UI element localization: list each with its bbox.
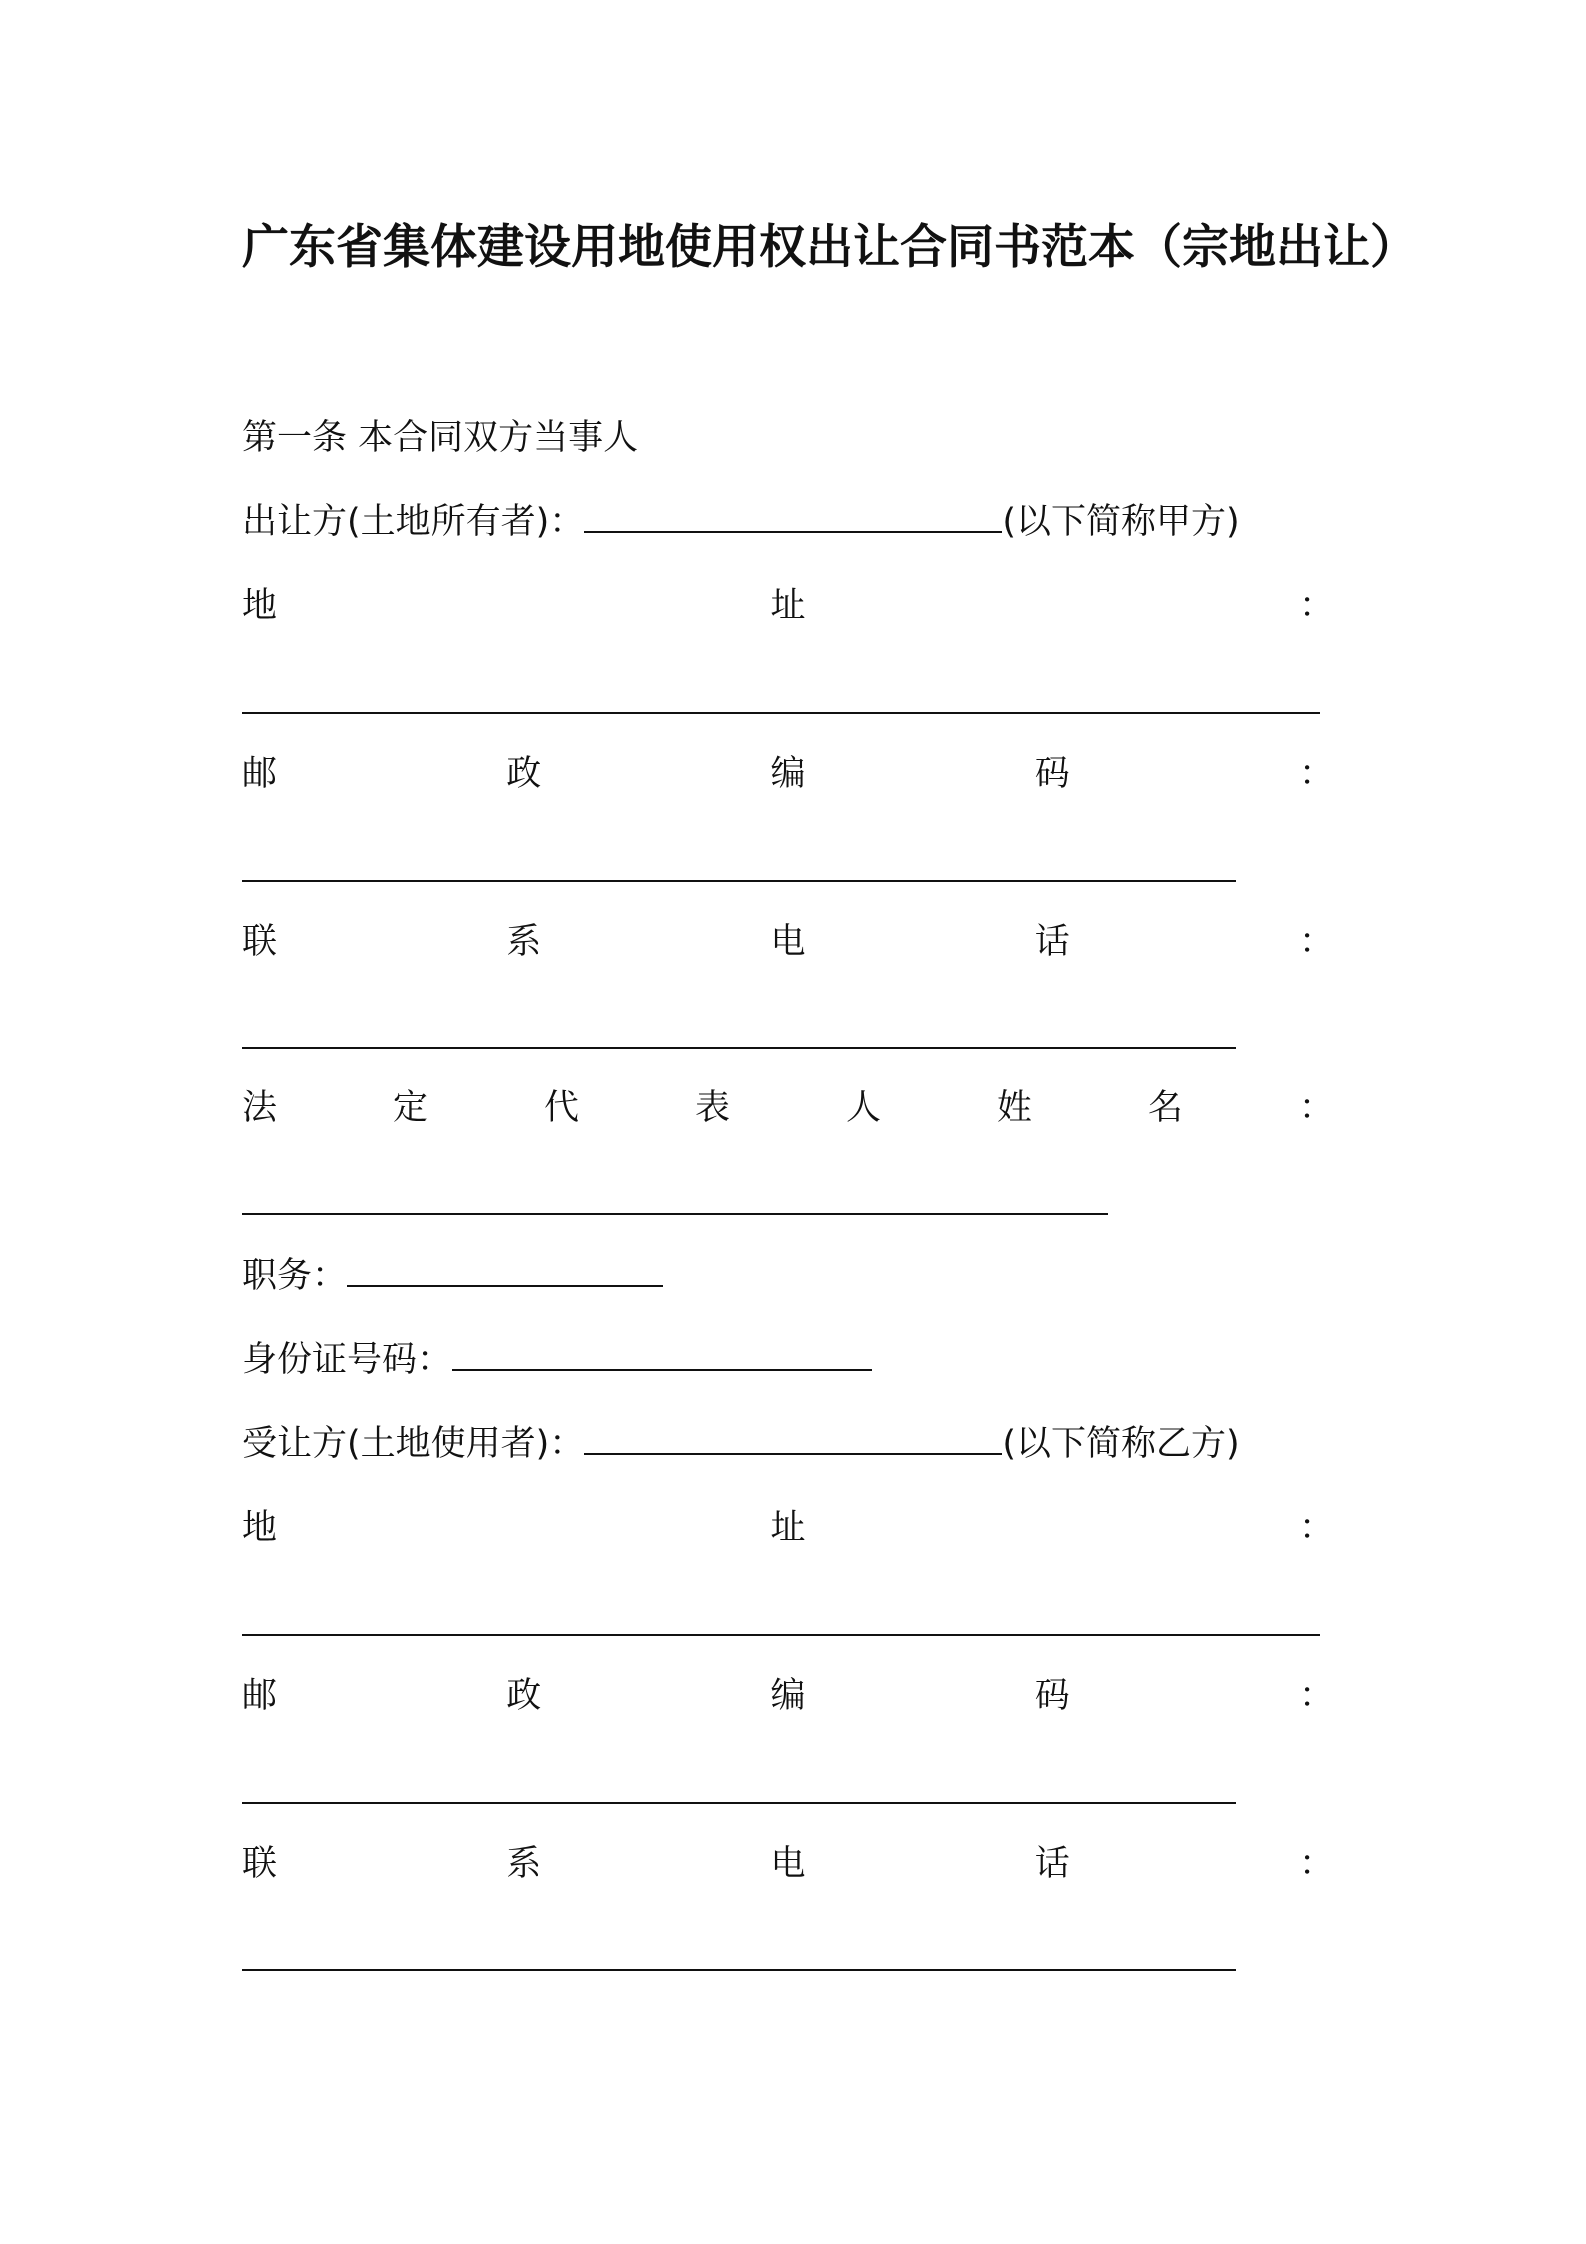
id-number-line bbox=[242, 1336, 872, 1384]
transferor-address-blank[interactable] bbox=[242, 712, 1320, 714]
legal-rep-name-label: 法 定 代 表 人 姓 名 ： bbox=[242, 1088, 1334, 1128]
transferee-postcode-label: 邮 政 编 码 ： bbox=[242, 1676, 1334, 1716]
id-number-blank[interactable] bbox=[452, 1339, 872, 1371]
transferor-address-label: 地 址 ： bbox=[242, 586, 1334, 626]
transferor-line bbox=[242, 498, 1240, 546]
transferor-name-blank[interactable] bbox=[584, 501, 1002, 533]
transferee-label: 受让方(土地使用者)： bbox=[242, 1424, 585, 1464]
transferee-postcode-blank[interactable] bbox=[242, 1802, 1236, 1804]
transferor-phone-blank[interactable] bbox=[242, 1047, 1236, 1049]
transferee-address-blank[interactable] bbox=[242, 1634, 1320, 1636]
document-title: 广东省集体建设用地使用权出让合同书范本（宗地出让） bbox=[242, 220, 1417, 275]
transferee-line bbox=[242, 1420, 1240, 1468]
position-line bbox=[242, 1252, 663, 1300]
position-blank[interactable] bbox=[347, 1255, 663, 1287]
transferor-label: 出让方(土地所有者)： bbox=[242, 502, 585, 542]
transferee-suffix: (以下简称乙方) bbox=[1002, 1424, 1240, 1464]
position-label: 职务： bbox=[242, 1256, 348, 1296]
transferor-postcode-label: 邮 政 编 码 ： bbox=[242, 754, 1334, 794]
transferee-address-label: 地 址 ： bbox=[242, 1508, 1334, 1548]
transferor-suffix: (以下简称甲方) bbox=[1002, 502, 1240, 542]
transferee-phone-blank[interactable] bbox=[242, 1969, 1236, 1971]
transferee-phone-label: 联 系 电 话 ： bbox=[242, 1844, 1334, 1884]
transferor-phone-label: 联 系 电 话 ： bbox=[242, 922, 1334, 962]
transferee-name-blank[interactable] bbox=[584, 1423, 1002, 1455]
id-number-label: 身份证号码： bbox=[242, 1340, 453, 1380]
article-heading: 第一条 本合同双方当事人 bbox=[242, 418, 639, 458]
legal-rep-name-blank[interactable] bbox=[242, 1213, 1108, 1215]
transferor-postcode-blank[interactable] bbox=[242, 880, 1236, 882]
